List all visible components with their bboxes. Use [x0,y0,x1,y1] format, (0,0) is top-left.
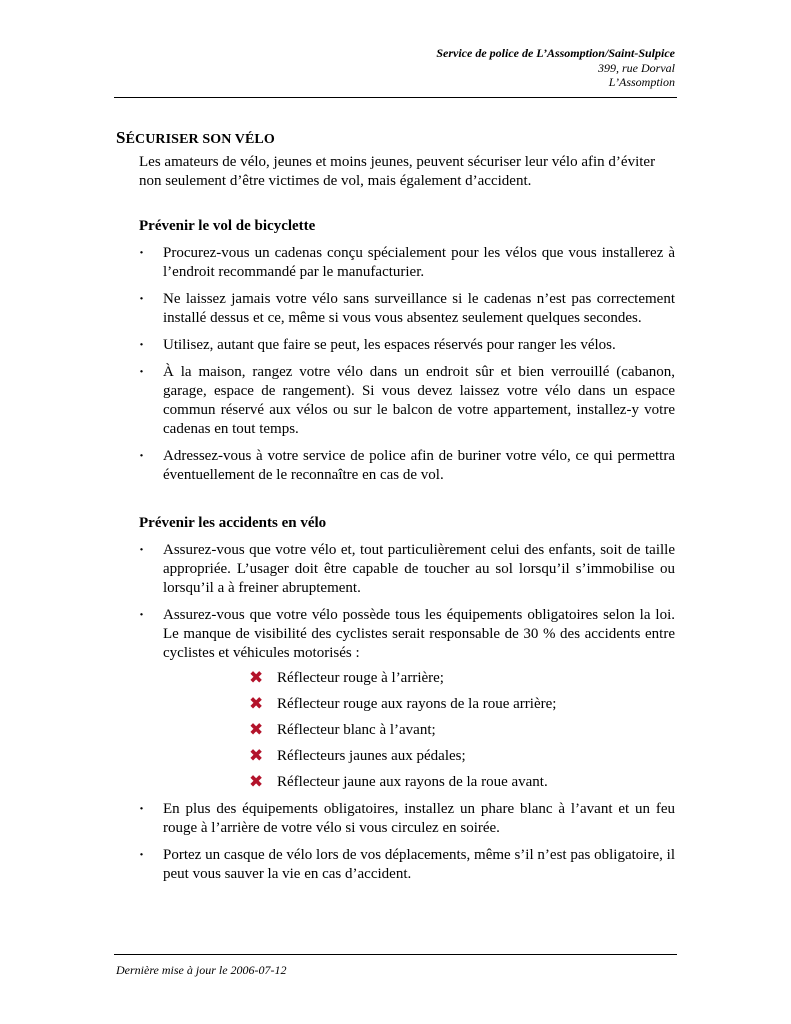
footer-last-updated: Dernière mise à jour le 2006-07-12 [116,963,287,977]
list-item: · Portez un casque de vélo lors de vos déplacements, même s’il n’est pas obligatoire, il peut vous sauver la vie en cas d’accident. [139,847,675,882]
bullet-icon: · [139,448,145,464]
equipment-item: ✖ Réflecteur rouge aux rayons de la roue arrière; [249,694,557,714]
accident-tips-list [139,541,675,884]
bullet-icon: · [139,607,145,623]
bullet-icon: · [139,542,145,558]
list-item: · Assurez-vous que votre vélo et, tout particulièrement celui des enfants, soit de taille appropriée. L’usager doit être capable de toucher au sol lorsqu’il s’immobilise ou lorsqu’il a à freiner abruptement. [139,542,675,596]
x-mark-icon: ✖ [249,772,264,792]
header-organization: Service de police de L’Assomption/Saint-Sulpice [436,46,675,60]
page-header [436,46,675,90]
list-item: · En plus des équipements obligatoires, installez un phare blanc à l’avant et un feu rouge à l’arrière de votre vélo si vous circulez en soirée. [139,801,675,836]
theft-tips-list [139,244,675,485]
list-item: · Procurez-vous un cadenas conçu spécialement pour les vélos que vous installerez à l’endroit recommandé par le manufacturier. [139,245,675,280]
header-rule [114,97,677,98]
x-mark-icon: ✖ [249,668,264,688]
equipment-item: ✖ Réflecteurs jaunes aux pédales; [249,746,466,766]
intro-paragraph: Les amateurs de vélo, jeunes et moins jeunes, peuvent sécuriser leur vélo afin d’éviter non seulement d’être victimes de vol, mais également d’accident. [139,154,656,189]
footer-rule [114,954,677,955]
list-item: · Utilisez, autant que faire se peut, les espaces réservés pour ranger les vélos. [139,337,616,353]
bullet-icon: · [139,364,145,380]
section-heading-theft: Prévenir le vol de bicyclette [139,218,316,234]
list-item: · Assurez-vous que votre vélo possède tous les équipements obligatoires selon la loi. Le manque de visibilité des cyclistes serait responsable de 30 % des accidents entre cyclistes et véhicules motorisés : ✖ Réflecteur rouge à l’arrière; ✖ Réflecteur rouge aux rayons de la roue arrière; ✖ Réflecteur blanc à l’avant; ✖ Réflecteurs jaunes aux pédales; ✖ Réflecteur jaune aux rayons de la roue avant. [139,607,675,792]
header-city: L’Assomption [608,75,675,89]
x-mark-icon: ✖ [249,694,264,714]
bullet-icon: · [139,847,145,863]
bullet-icon: · [139,337,145,353]
header-address: 399, rue Dorval [598,60,675,75]
x-mark-icon: ✖ [249,746,264,766]
required-equipment-list [163,669,675,792]
bullet-icon: · [139,291,145,307]
list-item: · Adressez-vous à votre service de police afin de buriner votre vélo, ce qui permettra éventuellement de le reconnaître en cas de vol. [139,448,675,483]
equipment-item: ✖ Réflecteur rouge à l’arrière; [249,668,444,688]
equipment-item: ✖ Réflecteur blanc à l’avant; [249,720,436,740]
x-mark-icon: ✖ [249,720,264,740]
section-heading-accidents: Prévenir les accidents en vélo [139,515,327,531]
bullet-icon: · [139,245,145,261]
list-item: · Ne laissez jamais votre vélo sans surveillance si le cadenas n’est pas correctement installé dessus et ce, même si vous vous absentez seulement quelques secondes. [139,291,675,326]
page-title: SÉCURISER SON VÉLO [116,128,275,147]
bullet-icon: · [139,801,145,817]
equipment-item: ✖ Réflecteur jaune aux rayons de la roue avant. [249,772,548,792]
list-item: · À la maison, rangez votre vélo dans un endroit sûr et bien verrouillé (cabanon, garage, espace de rangement). Si vous devez laissez votre vélo dans un espace commun réservé aux vélos ou sur le balcon de votre appartement, installez-y votre cadenas en tout temps. [139,364,675,437]
main-content [139,153,675,892]
